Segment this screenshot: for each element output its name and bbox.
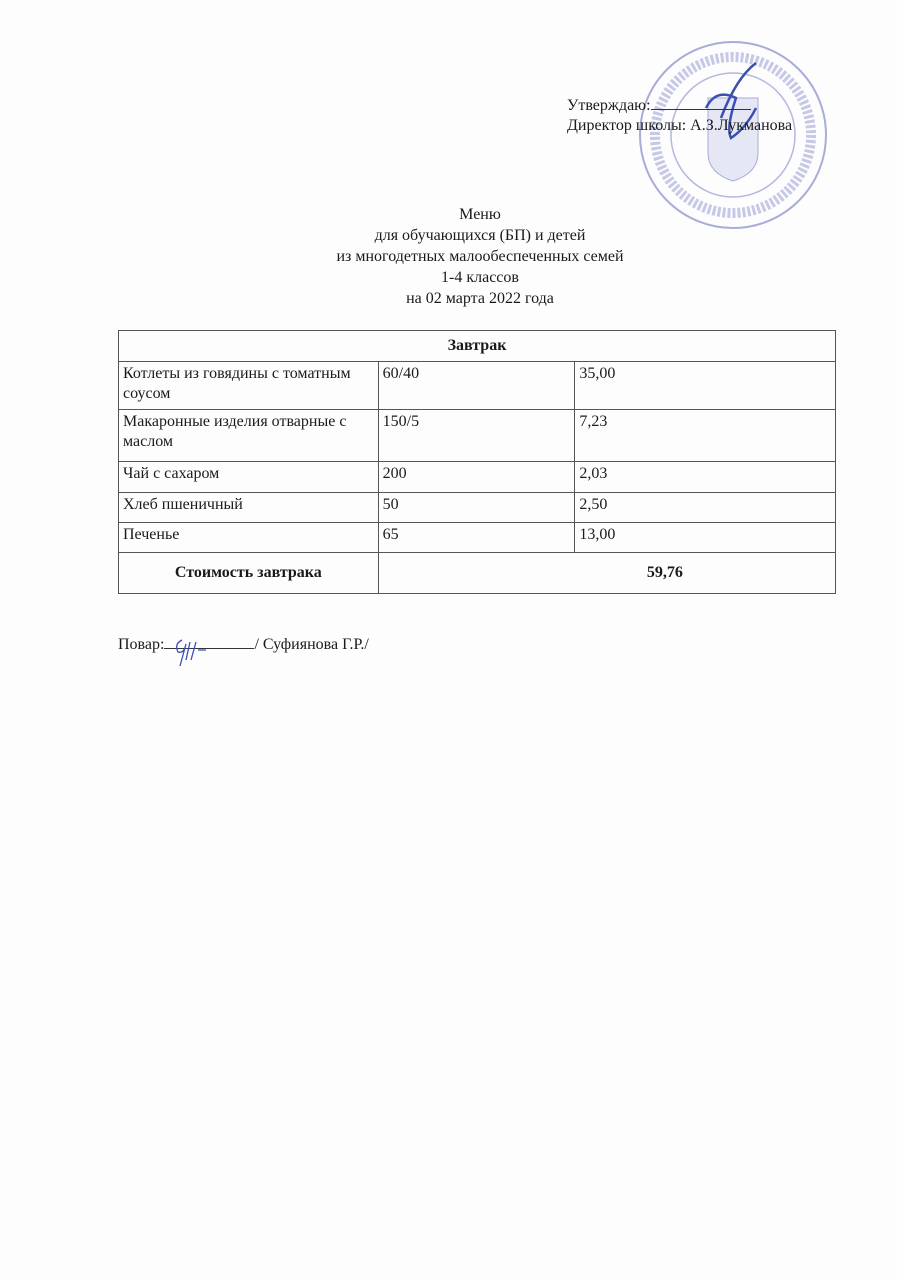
total-label: Стоимость завтрака [119, 553, 379, 594]
signature-line [164, 648, 254, 649]
cook-name: / Суфиянова Г.Р./ [254, 636, 369, 653]
cook-signature [170, 634, 210, 668]
dish: Печенье [119, 523, 379, 553]
price: 35,00 [575, 362, 836, 410]
table-row [119, 462, 836, 493]
title-date: на 02 марта 2022 года [406, 290, 554, 307]
portion: 200 [378, 462, 575, 493]
title-line: 1-4 классов [441, 269, 519, 286]
dish: Котлеты из говядины с томатным соусом [119, 362, 379, 410]
price: 2,03 [575, 462, 836, 493]
portion: 60/40 [378, 362, 575, 410]
title-line: из многодетных малообеспеченных семей [336, 248, 624, 265]
total-value: 59,76 [378, 553, 835, 594]
table-row [119, 523, 836, 553]
table-row [119, 493, 836, 523]
title-line: для обучающихся (БП) и детей [374, 227, 586, 244]
portion: 150/5 [378, 410, 575, 462]
price: 13,00 [575, 523, 836, 553]
signature-line [651, 109, 751, 110]
dish: Хлеб пшеничный [119, 493, 379, 523]
table-row [119, 410, 836, 462]
portion: 50 [378, 493, 575, 523]
dish: Макаронные изделия отварные с маслом [119, 410, 379, 462]
table-row [119, 362, 836, 410]
title-line: Меню [459, 206, 501, 223]
price: 7,23 [575, 410, 836, 462]
approval-label: Утверждаю: [567, 97, 651, 114]
menu-table [118, 330, 836, 594]
director-name: Директор школы: А.З.Лукманова [567, 117, 793, 134]
document-title [0, 204, 897, 309]
price: 2,50 [575, 493, 836, 523]
total-row [119, 553, 836, 594]
cook-signature-block [118, 636, 369, 654]
portion: 65 [378, 523, 575, 553]
section-header: Завтрак [119, 331, 836, 362]
approval-block [567, 96, 792, 136]
cook-label: Повар: [118, 636, 165, 653]
dish: Чай с сахаром [119, 462, 379, 493]
